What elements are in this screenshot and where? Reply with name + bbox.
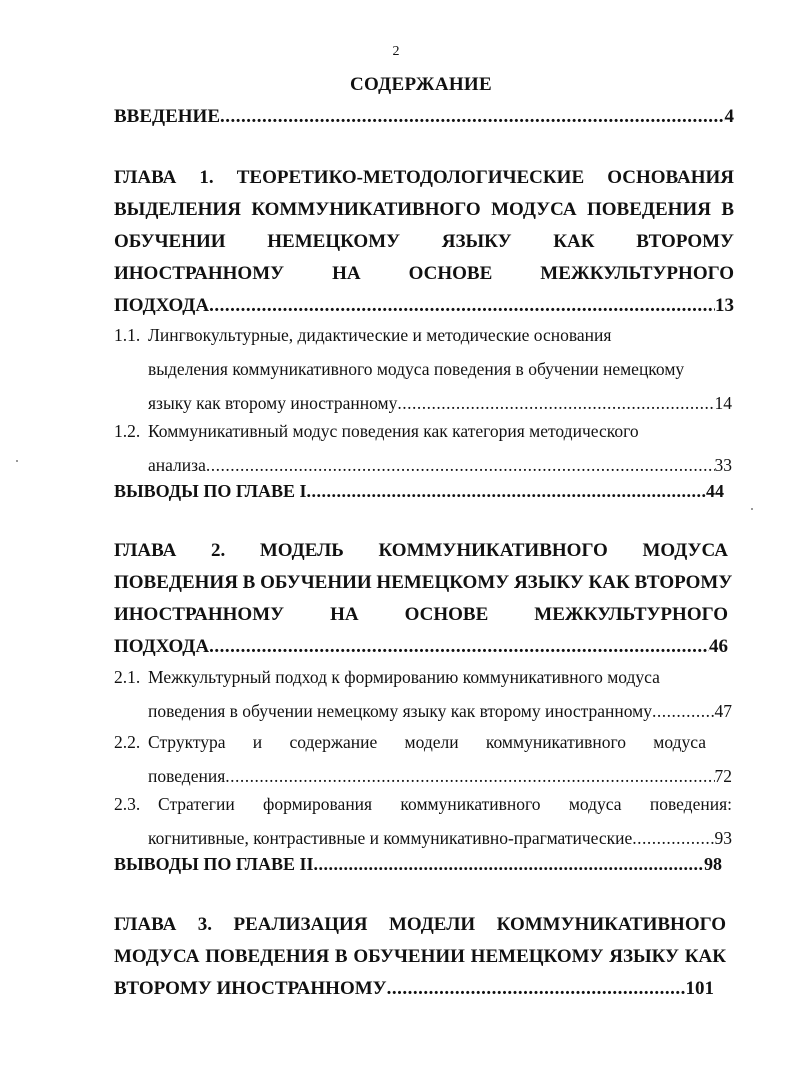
toc-section-2-1[interactable] bbox=[114, 660, 732, 728]
section-line: Стратегии формирования коммуникативного модуса поведения: bbox=[158, 794, 732, 814]
section-line: когнитивные, контрастивные и коммуникативно-прагматические bbox=[148, 828, 633, 848]
toc-section-2-2[interactable] bbox=[114, 725, 732, 793]
section-line: языку как второму иностранному bbox=[148, 393, 398, 413]
section-line: Лингвокультурные, дидактические и методические основания bbox=[148, 325, 612, 345]
entry-page: 33 bbox=[714, 455, 732, 475]
toc-conclusions-2[interactable] bbox=[114, 848, 722, 880]
chapter-heading-line: ПОДХОДА bbox=[114, 295, 210, 316]
toc-section-1-1[interactable] bbox=[114, 318, 732, 420]
chapter-heading-line: ПОВЕДЕНИЯ В ОБУЧЕНИИ НЕМЕЦКОМУ ЯЗЫКУ КАК ВТОРОМУ bbox=[114, 572, 733, 593]
entry-page: 47 bbox=[714, 701, 732, 721]
section-line: поведения в обучении немецкому языку как второму иностранному bbox=[148, 701, 652, 721]
toc-chapter-2[interactable] bbox=[114, 535, 733, 663]
page-number: 2 bbox=[392, 44, 400, 59]
entry-page: 46 bbox=[709, 636, 728, 657]
section-line: анализа bbox=[148, 455, 206, 475]
chapter-heading-line: ГЛАВА 1. ТЕОРЕТИКО-МЕТОДОЛОГИЧЕСКИЕ ОСНОВАНИЯ bbox=[114, 167, 734, 188]
chapter-heading-line: МОДУСА ПОВЕДЕНИЯ В ОБУЧЕНИИ НЕМЕЦКОМУ ЯЗЫКУ КАК bbox=[114, 946, 726, 967]
chapter-heading-line: ИНОСТРАННОМУ НА ОСНОВЕ МЕЖКУЛЬТУРНОГО bbox=[114, 263, 734, 284]
dot-leader bbox=[209, 631, 709, 663]
chapter-heading-line: ВТОРОМУ ИНОСТРАННОМУ bbox=[114, 978, 387, 999]
chapter-heading-line: ПОДХОДА bbox=[114, 636, 210, 657]
toc-title: СОДЕРЖАНИЕ bbox=[350, 74, 492, 95]
scan-speck bbox=[751, 508, 753, 510]
entry-page: 14 bbox=[714, 393, 732, 413]
section-number: 1.2. bbox=[114, 421, 141, 441]
toc-section-1-2[interactable] bbox=[114, 414, 732, 482]
chapter-heading-line: ВЫДЕЛЕНИЯ КОММУНИКАТИВНОГО МОДУСА ПОВЕДЕНИЯ В bbox=[114, 199, 734, 220]
section-line: Межкультурный подход к формированию коммуникативного модуса bbox=[148, 667, 660, 687]
dot-leader bbox=[387, 973, 686, 1005]
section-line: выделения коммуникативного модуса поведения в обучении немецкому bbox=[148, 359, 685, 379]
section-number: 1.1. bbox=[114, 325, 141, 345]
dot-leader bbox=[220, 101, 725, 133]
dot-leader bbox=[314, 848, 704, 880]
section-line: Коммуникативный модус поведения как категория методического bbox=[148, 421, 639, 441]
entry-page: 98 bbox=[704, 854, 722, 874]
entry-page: 101 bbox=[685, 978, 714, 999]
entry-page: 44 bbox=[706, 481, 724, 501]
section-line: Структура и содержание модели коммуникативного модуса bbox=[148, 732, 706, 752]
chapter-heading-line: ГЛАВА 3. РЕАЛИЗАЦИЯ МОДЕЛИ КОММУНИКАТИВНОГО bbox=[114, 914, 726, 935]
toc-entry-introduction[interactable] bbox=[114, 101, 734, 133]
entry-label: ВЫВОДЫ ПО ГЛАВЕ II bbox=[114, 854, 314, 874]
chapter-heading-line: ИНОСТРАННОМУ НА ОСНОВЕ МЕЖКУЛЬТУРНОГО bbox=[114, 604, 728, 625]
dot-leader bbox=[652, 694, 715, 728]
dot-leader bbox=[307, 475, 706, 507]
section-number: 2.3. bbox=[114, 794, 141, 814]
entry-label: ВВЕДЕНИЕ bbox=[114, 106, 220, 127]
entry-label: ВЫВОДЫ ПО ГЛАВЕ I bbox=[114, 481, 307, 501]
entry-page: 93 bbox=[714, 828, 732, 848]
section-number: 2.1. bbox=[114, 667, 141, 687]
entry-page: 4 bbox=[724, 106, 734, 127]
toc-chapter-3[interactable] bbox=[114, 909, 726, 1005]
toc-chapter-1[interactable] bbox=[114, 162, 734, 322]
entry-page: 72 bbox=[714, 766, 732, 786]
section-line: поведения bbox=[148, 766, 226, 786]
section-number: 2.2. bbox=[114, 732, 141, 752]
chapter-heading-line: ОБУЧЕНИИ НЕМЕЦКОМУ ЯЗЫКУ КАК ВТОРОМУ bbox=[114, 231, 734, 252]
entry-page: 13 bbox=[715, 295, 734, 316]
toc-conclusions-1[interactable] bbox=[114, 475, 724, 507]
scan-speck bbox=[16, 460, 18, 462]
chapter-heading-line: ГЛАВА 2. МОДЕЛЬ КОММУНИКАТИВНОГО МОДУСА bbox=[114, 540, 728, 561]
toc-section-2-3[interactable] bbox=[114, 787, 732, 855]
